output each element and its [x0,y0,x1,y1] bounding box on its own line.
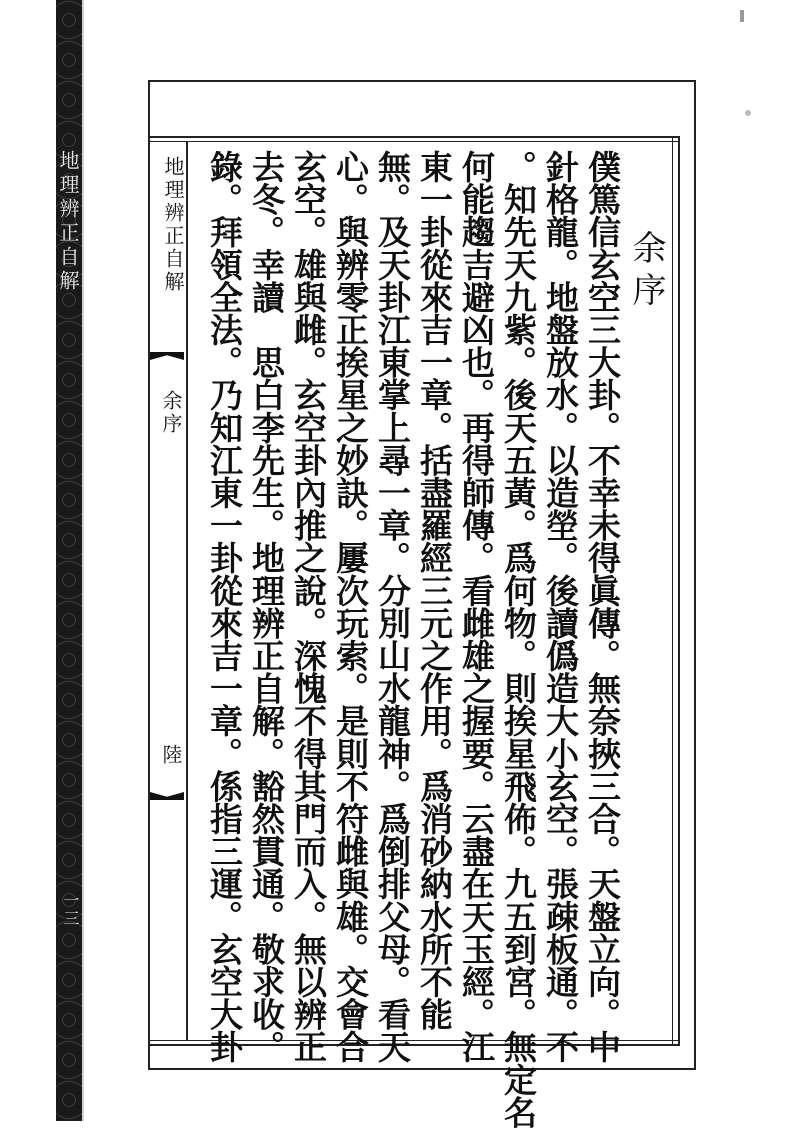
text-column: 玄空。雄與雌。玄空卦內推之說。深愧不得其門而入。無以辨正 [289,150,328,1063]
preface-text [198,150,668,1128]
frame-top-rule [148,136,678,142]
book-spine [56,0,82,1121]
text-column: 東一卦從來吉一章。括盡羅經三元之作用。爲消砂納水所不能 [415,150,454,1031]
text-column: 錄。拜領全法。乃知江東一卦從來吉一章。係指三運。玄空大卦 [205,150,244,1063]
margin-dot [745,110,751,116]
text-column: 針格龍。地盤放水。以造塋。後讀僞造大小玄空。張疎板通。不 [541,150,580,1063]
preface-heading: 余序 [626,230,666,314]
fish-tail-mark-bottom [150,792,184,800]
fold-section-title: 余序 [159,390,183,436]
spine-page-number: 一三 [61,892,80,928]
frame-right-rule [672,136,680,1046]
text-column: 心。與辨零正挨星之妙訣。屢次玩索。是則不符雌與雄。交會合 [331,150,370,1063]
fold-book-title: 地理辨正自解 [161,156,185,294]
text-column: 何能趨吉避凶也。再得師傳。看雌雄之握要。云盡在天玉經。江 [457,150,496,1063]
fold-column [148,142,188,1040]
text-column: 僕篤信玄空三大卦。不幸未得眞傳。無奈挾三合。天盤立向。中 [583,150,622,1063]
text-column: 。去冬。幸讀 思白李先生。地理辨正自解。豁然貫通。敬求收 [247,150,286,1063]
fold-publisher-mark: 陸 [159,744,183,764]
page-edge [82,0,84,1121]
spine-title: 地理辨正自解 [56,150,80,294]
top-mark [740,10,744,22]
text-column: 知先天九紫。後天五黃。爲何物。則挨星飛佈。九五到宮。無定名。 [499,150,538,1128]
fish-tail-mark-top [150,352,184,360]
text-column: 無。及天卦江東掌上尋一章。分別山水龍神。爲倒排父母。看天 [373,150,412,1063]
